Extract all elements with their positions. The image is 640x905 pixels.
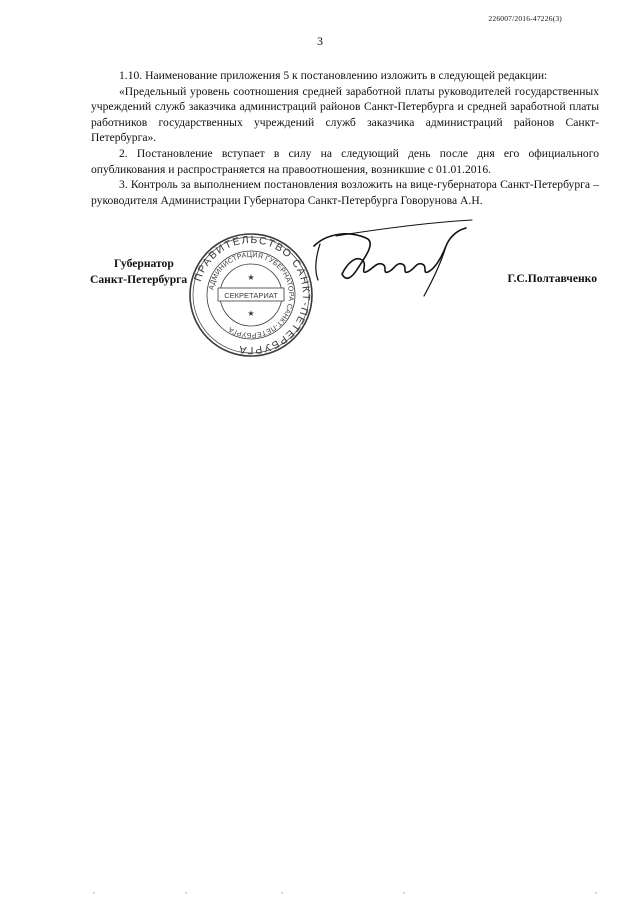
paragraph-quote: «Предельный уровень соотношения средней заработной платы руководителей государственных учреждений служб заказчика администраций районов Санкт-Петербурга и средней заработной платы работников государственных учреждений служб заказчика администраций районов Санкт-Петербурга». bbox=[91, 84, 599, 145]
seal-inner-textpath: АДМИНИСТРАЦИЯ ГУБЕРНАТОРА САНКТ-ПЕТЕРБУРГА bbox=[208, 251, 295, 339]
document-registration-number: 226007/2016-47226(3) bbox=[488, 14, 562, 23]
paragraph-3: 3. Контроль за выполнением постановления возложить на вице-губернатора Санкт-Петербурга – руководителя Администрации Губернатора Санкт-Петербурга Говорунова А.Н. bbox=[91, 178, 599, 207]
paragraph-2: 2. Постановление вступает в силу на следующий день после дня его официального опубликования и распространяется на правоотношения, возникшие с 01.01.2016. bbox=[91, 146, 599, 176]
handwritten-signature bbox=[296, 216, 476, 306]
scan-artifacts bbox=[0, 890, 640, 896]
seal-star-top-icon: ★ bbox=[247, 273, 255, 282]
paragraph-1-10: 1.10. Наименование приложения 5 к постановлению изложить в следующей редакции: bbox=[119, 69, 548, 82]
signatory-title-line1: Губернатор bbox=[114, 257, 174, 270]
signatory-name: Г.С.Полтавченко bbox=[507, 272, 597, 285]
seal-outer-textpath: ПРАВИТЕЛЬСТВО САНКТ-ПЕТЕРБУРГА bbox=[191, 233, 313, 357]
seal-center-text: СЕКРЕТАРИАТ bbox=[224, 291, 278, 300]
signatory-title bbox=[90, 256, 188, 288]
signatory-title-line2: Санкт-Петербурга bbox=[90, 273, 188, 286]
page-number: 3 bbox=[317, 34, 323, 48]
seal-star-bottom-icon: ★ bbox=[247, 309, 255, 318]
document-body bbox=[91, 68, 599, 208]
